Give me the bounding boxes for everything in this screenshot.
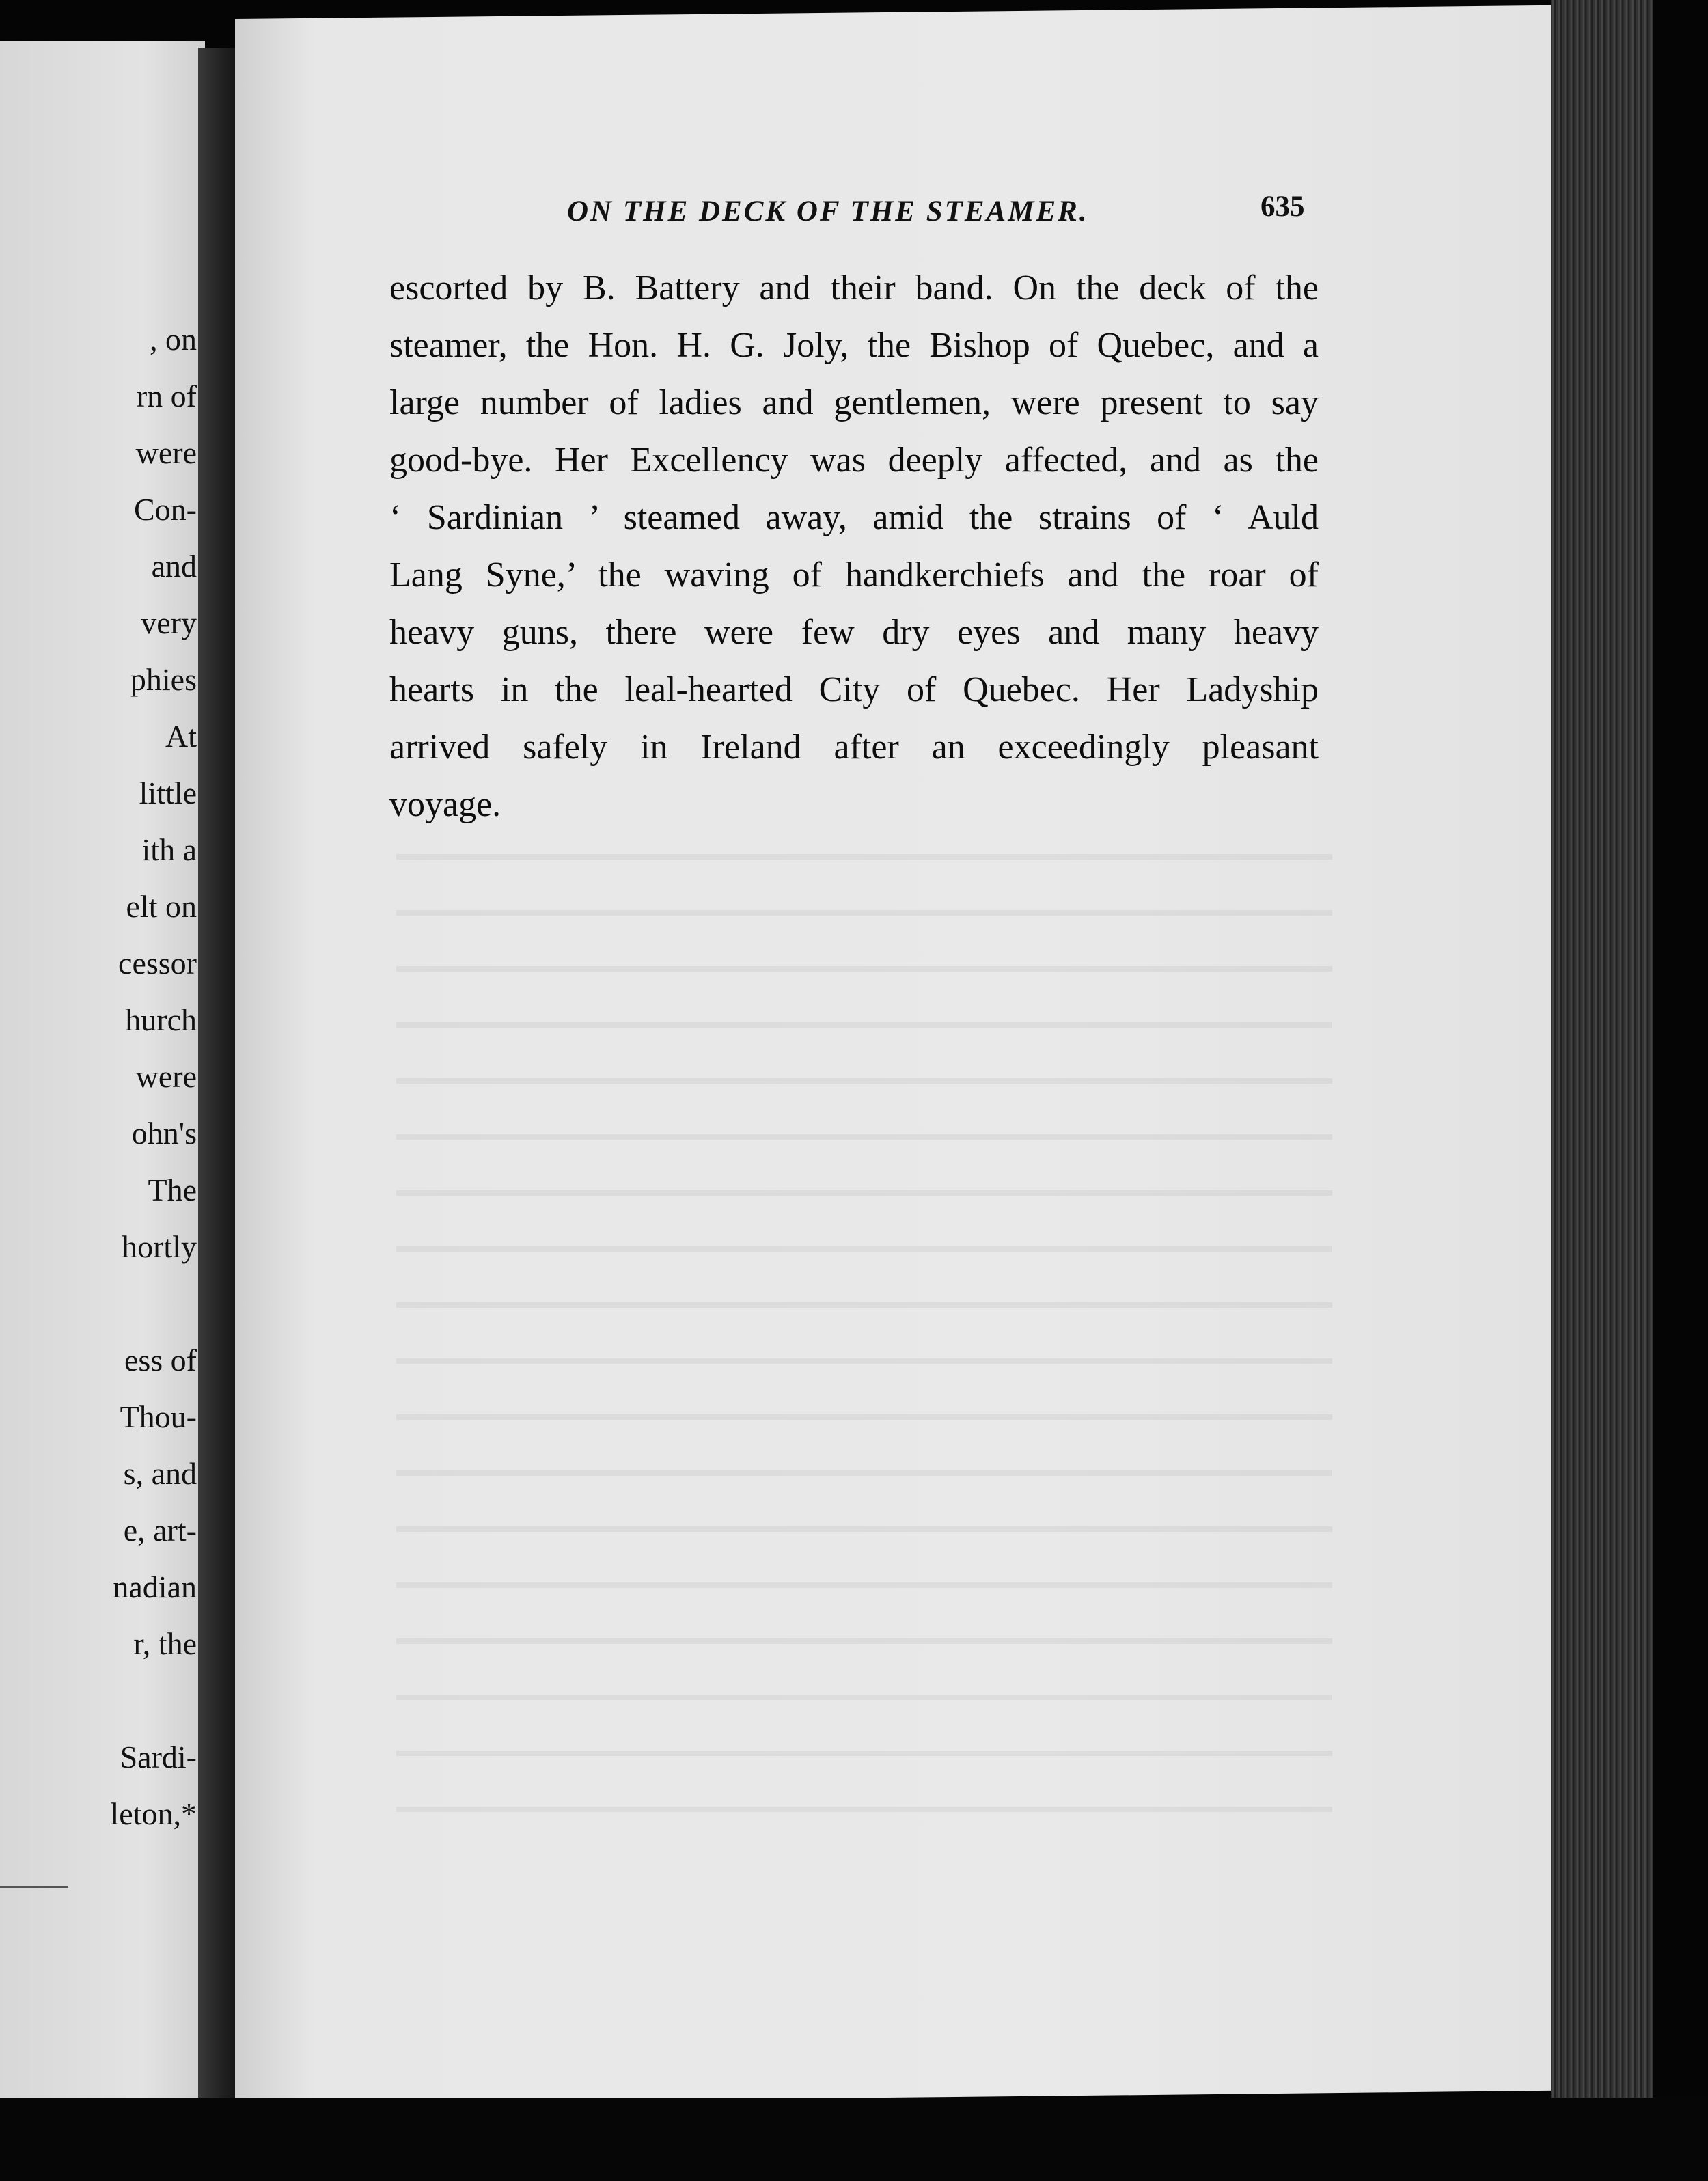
body-line: ‘ Sardinian ’ steamed away, amid the strains of ‘ Auld [389,498,1319,537]
left-page-line: were [135,435,197,470]
body-line: steamer, the Hon. H. G. Joly, the Bishop of Quebec, and a [389,326,1319,365]
left-page-line: very [141,605,197,640]
left-page-line: r, the [133,1626,197,1661]
left-page-line: cessor [118,946,197,980]
left-page-line: nadian [113,1569,197,1604]
left-page-line: At [165,719,197,754]
body-line: Lang Syne,’ the waving of handkerchiefs and the roar of [389,555,1319,594]
left-page-line: s, and [123,1456,197,1491]
left-page-line: phies [130,662,197,697]
left-page-line: leton,* [110,1796,197,1831]
left-page-line: Thou- [120,1399,197,1434]
footnote-rule [0,1886,68,1888]
running-head: ON THE DECK OF THE STEAMER. [567,195,1089,228]
scan-background-right [1653,0,1708,2181]
left-page-line: hurch [125,1002,197,1037]
left-page-line: rn of [136,379,197,413]
left-page-line: ith a [141,832,197,867]
body-line: heavy guns, there were few dry eyes and many heavy [389,613,1319,652]
body-line: voyage. [389,785,501,824]
left-page-line: Con- [134,492,197,527]
page-number: 635 [1261,191,1305,223]
body-line: escorted by B. Battery and their band. On the deck of the [389,269,1319,307]
left-page-line: , on [150,322,197,357]
left-page-line: The [148,1172,197,1207]
left-page-line: ess of [124,1343,197,1377]
left-page-line: were [135,1059,197,1094]
show-through-text [396,820,1332,1845]
body-line: good-bye. Her Excellency was deeply affected, and as the [389,441,1319,480]
left-page-line: hortly [122,1229,197,1264]
left-page-line: e, art- [123,1513,197,1548]
left-page-line: and [151,549,197,584]
left-page-line: ohn's [131,1116,197,1151]
body-paragraph [389,260,1319,834]
body-line: large number of ladies and gentlemen, were present to say [389,383,1319,422]
left-page-line: Sardi- [120,1740,197,1774]
body-line: arrived safely in Ireland after an exceedingly pleasant [389,728,1319,767]
body-line: hearts in the leal-hearted City of Quebec. Her Ladyship [389,670,1319,709]
left-page-text-column [0,41,205,2098]
left-page-line: little [139,776,197,810]
left-facing-page [0,41,205,2098]
scan-background-bottom [0,2098,1708,2181]
left-page-line: elt on [126,889,197,924]
